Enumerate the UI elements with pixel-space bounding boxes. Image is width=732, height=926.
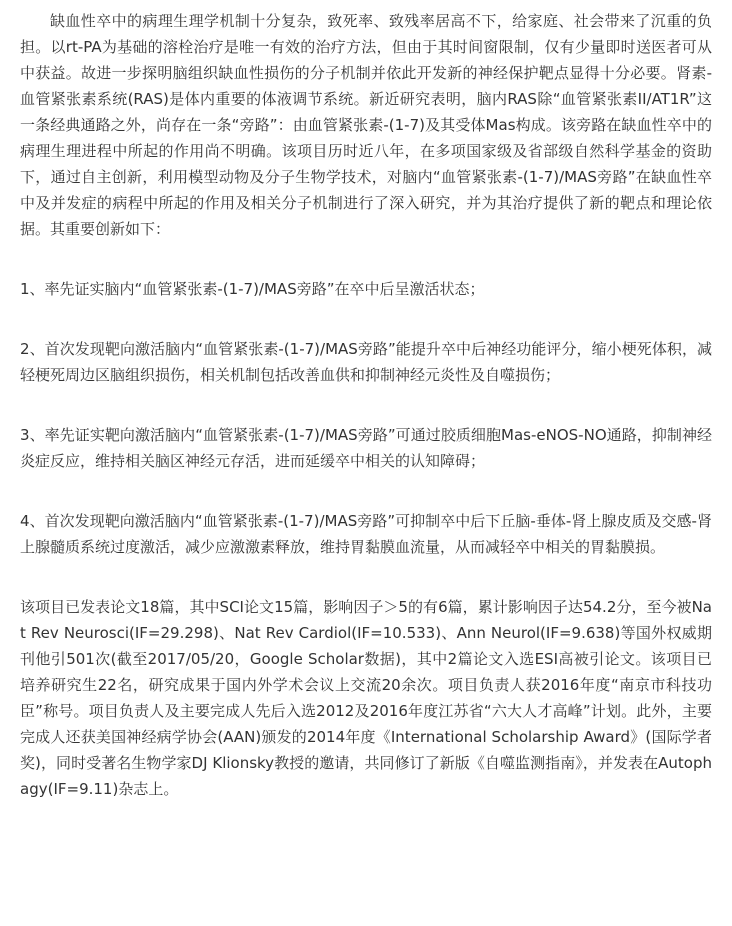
summary-paragraph: 该项目已发表论文18篇，其中SCI论文15篇，影响因子＞5的有6篇，累计影响因子达54.2分，至今被Nat Rev Neurosci(IF=29.298)、Nat Rev Cardiol(IF=10.533)、Ann Neurol(IF=9.638)等国外权威期刊他引501次(截至2017/05/20，Google Scholar数据)，其中2篇论文入选ESI高被引论文。该项目已培养研究生22名，研究成果于国内外学术会议上交流20余次。项目负责人获2016年度“南京市科技功臣”称号。项目负责人及主要完成人先后入选2012及2016年度江苏省“六大人才高峰”计划。此外，主要完成人还获美国神经病学协会(AAN)颁发的2014年度《International Scholarship Award》(国际学者奖)，同时受著名生物学家DJ Klionsky教授的邀请，共同修订了新版《自噬监测指南》，并发表在Autophagy(IF=9.11)杂志上。: [20, 598, 712, 798]
intro-paragraph: 缺血性卒中的病理生理学机制十分复杂，致死率、致残率居高不下，给家庭、社会带来了沉重的负担。以rt-PA为基础的溶栓治疗是唯一有效的治疗方法，但由于其时间窗限制，仅有少量即时送医者可从中获益。故进一步探明脑组织缺血性损伤的分子机制并依此开发新的神经保护靶点显得十分必要。肾素-血管紧张素系统(RAS)是体内重要的体液调节系统。新近研究表明，脑内RAS除“血管紧张素II/AT1R”这一条经典通路之外，尚存在一条“旁路”：由血管紧张素-(1-7)及其受体Mas构成。该旁路在缺血性卒中的病理生理进程中所起的作用尚不明确。该项目历时近八年，在多项国家级及省部级自然科学基金的资助下，通过自主创新，利用模型动物及分子生物学技术，对脑内“血管紧张素-(1-7)/MAS旁路”在缺血性卒中及并发症的病程中所起的作用及相关分子机制进行了深入研究，并为其治疗提供了新的靶点和理论依据。其重要创新如下：: [20, 12, 712, 238]
paragraph-spacer: [20, 242, 712, 276]
paragraph-spacer: [20, 560, 712, 594]
innovation-item-4: 4、首次发现靶向激活脑内“血管紧张素-(1-7)/MAS旁路”可抑制卒中后下丘脑-垂体-肾上腺皮质及交感-肾上腺髓质系统过度激活，减少应激激素释放，维持胃黏膜血流量，从而减轻卒中相关的胃黏膜损。: [20, 512, 712, 556]
paragraph-spacer: [20, 302, 712, 336]
paragraph-spacer: [20, 388, 712, 422]
innovation-item-1: 1、率先证实脑内“血管紧张素-(1-7)/MAS旁路”在卒中后呈激活状态；: [20, 280, 485, 298]
innovation-item-2: 2、首次发现靶向激活脑内“血管紧张素-(1-7)/MAS旁路”能提升卒中后神经功能评分，缩小梗死体积，减轻梗死周边区脑组织损伤，相关机制包括改善血供和抑制神经元炎性及自噬损伤；: [20, 340, 712, 384]
paragraph-spacer: [20, 474, 712, 508]
innovation-item-3: 3、率先证实靶向激活脑内“血管紧张素-(1-7)/MAS旁路”可通过胶质细胞Mas-eNOS-NO通路，抑制神经炎症反应，维持相关脑区神经元存活，进而延缓卒中相关的认知障碍；: [20, 426, 712, 470]
